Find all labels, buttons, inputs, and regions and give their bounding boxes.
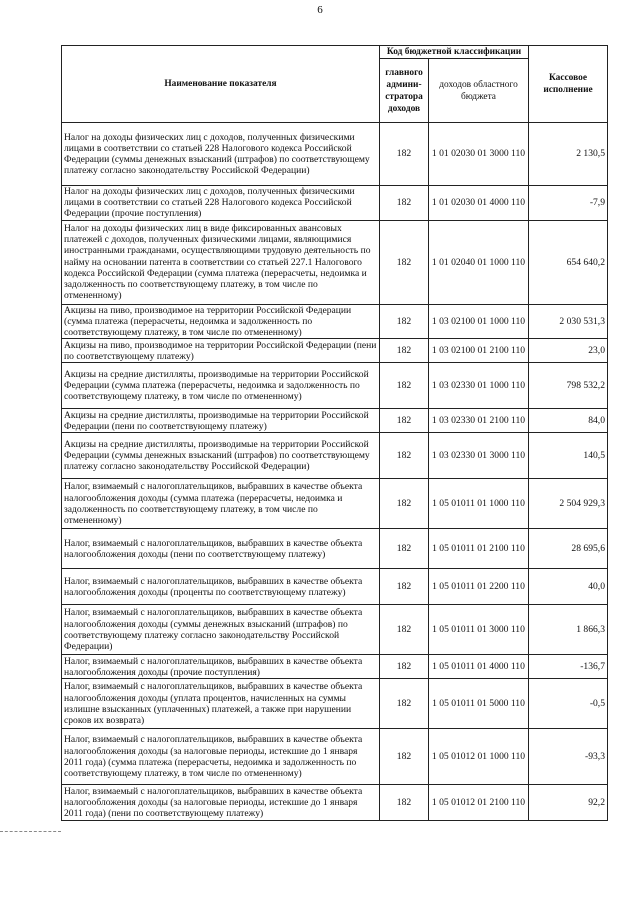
row-kbk-code: 1 05 01011 01 3000 110	[429, 605, 529, 655]
row-amount: 2 504 929,3	[529, 479, 608, 529]
row-admin-code: 182	[380, 529, 429, 569]
table-row	[62, 679, 608, 729]
row-name: Акцизы на средние дистилляты, производимые на территории Российской Федерации (пени по соответствующему платежу)	[62, 409, 380, 433]
row-name: Налог на доходы физических лиц с доходов, полученных физическими лицами в соответствии со статьей 228 Налогового кодекса Российской Федерации (прочие поступления)	[62, 186, 380, 221]
row-kbk-code: 1 01 02030 01 4000 110	[429, 186, 529, 221]
row-admin-code: 182	[380, 729, 429, 785]
row-kbk-code: 1 03 02100 01 2100 110	[429, 339, 529, 363]
row-amount: 40,0	[529, 569, 608, 605]
row-kbk-code: 1 05 01012 01 2100 110	[429, 785, 529, 821]
row-admin-code: 182	[380, 679, 429, 729]
row-kbk-code: 1 03 02330 01 2100 110	[429, 409, 529, 433]
row-amount: 798 532,2	[529, 363, 608, 409]
table-row	[62, 186, 608, 221]
row-kbk-code: 1 05 01011 01 5000 110	[429, 679, 529, 729]
row-kbk-code: 1 05 01012 01 1000 110	[429, 729, 529, 785]
row-admin-code: 182	[380, 186, 429, 221]
row-name: Акцизы на средние дистилляты, производимые на территории Российской Федерации (сумма платежа (перерасчеты, недоимка и задолженность по соответствующему платежу, в том числе по отмененному)	[62, 363, 380, 409]
table-row	[62, 785, 608, 821]
row-admin-code: 182	[380, 339, 429, 363]
row-amount: 92,2	[529, 785, 608, 821]
table-row	[62, 220, 608, 304]
table-row	[62, 479, 608, 529]
row-kbk-code: 1 05 01011 01 2100 110	[429, 529, 529, 569]
row-name: Налог, взимаемый с налогоплательщиков, выбравших в качестве объекта налогообложения доходы (уплата процентов, начисленных на суммы излишне взысканных (уплаченных) платежей, а также при нарушении сроков их возврата)	[62, 679, 380, 729]
row-admin-code: 182	[380, 605, 429, 655]
header-admin: главного админи-стратора доходов	[380, 59, 429, 123]
row-amount: 1 866,3	[529, 605, 608, 655]
table-row	[62, 304, 608, 339]
table-row	[62, 569, 608, 605]
row-admin-code: 182	[380, 409, 429, 433]
row-amount: 2 030 531,3	[529, 304, 608, 339]
row-admin-code: 182	[380, 785, 429, 821]
row-kbk-code: 1 05 01011 01 4000 110	[429, 655, 529, 679]
row-kbk-code: 1 01 02040 01 1000 110	[429, 220, 529, 304]
scan-mark	[0, 831, 61, 832]
row-name: Акцизы на средние дистилляты, производимые на территории Российской Федерации (суммы денежных взысканий (штрафов) по соответствующему платежу согласно законодательству Российской Федерации)	[62, 433, 380, 479]
budget-table	[61, 45, 608, 821]
header-kbk-group: Код бюджетной классификации	[380, 46, 529, 59]
row-kbk-code: 1 03 02330 01 3000 110	[429, 433, 529, 479]
row-admin-code: 182	[380, 123, 429, 186]
row-kbk-code: 1 03 02100 01 1000 110	[429, 304, 529, 339]
table-row	[62, 605, 608, 655]
table-row	[62, 729, 608, 785]
row-name: Налог на доходы физических лиц с доходов, полученных физическими лицами в соответствии со статьей 228 Налогового кодекса Российской Федерации (суммы денежных взысканий (штрафов) по соответствующему платежу согласно законодательству Российской Федерации)	[62, 123, 380, 186]
table-row	[62, 339, 608, 363]
row-name: Налог на доходы физических лиц в виде фиксированных авансовых платежей с доходов, полученных физическими лицами, являющимися иностранными гражданами, осуществляющими трудовую деятельность по найму на основании патента в соответствии со статьей 227.1 Налогового кодекса Российской Федерации (сумма платежа (перерасчеты, недоимка и задолженность по соответствующему платежу, в том числе по отмененному)	[62, 220, 380, 304]
table-body	[62, 123, 608, 821]
row-amount: 28 695,6	[529, 529, 608, 569]
table-row	[62, 409, 608, 433]
row-name: Налог, взимаемый с налогоплательщиков, выбравших в качестве объекта налогообложения доходы (пени по соответствующему платежу)	[62, 529, 380, 569]
table-row	[62, 529, 608, 569]
page-number: 6	[317, 4, 323, 16]
row-amount: 654 640,2	[529, 220, 608, 304]
row-name: Налог, взимаемый с налогоплательщиков, выбравших в качестве объекта налогообложения доходы (проценты по соответствующему платежу)	[62, 569, 380, 605]
row-kbk-code: 1 03 02330 01 1000 110	[429, 363, 529, 409]
row-name: Акцизы на пиво, производимое на территории Российской Федерации (пени по соответствующему платежу)	[62, 339, 380, 363]
row-admin-code: 182	[380, 433, 429, 479]
row-admin-code: 182	[380, 655, 429, 679]
row-kbk-code: 1 05 01011 01 2200 110	[429, 569, 529, 605]
row-admin-code: 182	[380, 304, 429, 339]
row-kbk-code: 1 01 02030 01 3000 110	[429, 123, 529, 186]
row-amount: -7,9	[529, 186, 608, 221]
table-row	[62, 363, 608, 409]
row-name: Налог, взимаемый с налогоплательщиков, выбравших в качестве объекта налогообложения доходы (прочие поступления)	[62, 655, 380, 679]
row-amount: 84,0	[529, 409, 608, 433]
header-code: доходов областного бюджета	[429, 59, 529, 123]
header-amount: Кассовое исполнение	[529, 46, 608, 123]
row-name: Акцизы на пиво, производимое на территории Российской Федерации (сумма платежа (перерасчеты, недоимка и задолженность по соответствующему платежу, в том числе по отмененному)	[62, 304, 380, 339]
table-row	[62, 123, 608, 186]
row-name: Налог, взимаемый с налогоплательщиков, выбравших в качестве объекта налогообложения доходы (за налоговые периоды, истекшие до 1 января 2011 года) (пени по соответствующему платежу)	[62, 785, 380, 821]
header-name: Наименование показателя	[62, 46, 380, 123]
row-admin-code: 182	[380, 220, 429, 304]
row-admin-code: 182	[380, 363, 429, 409]
row-amount: -136,7	[529, 655, 608, 679]
row-admin-code: 182	[380, 569, 429, 605]
row-amount: -0,5	[529, 679, 608, 729]
row-amount: 2 130,5	[529, 123, 608, 186]
row-amount: -93,3	[529, 729, 608, 785]
row-kbk-code: 1 05 01011 01 1000 110	[429, 479, 529, 529]
row-amount: 140,5	[529, 433, 608, 479]
row-amount: 23,0	[529, 339, 608, 363]
row-name: Налог, взимаемый с налогоплательщиков, выбравших в качестве объекта налогообложения доходы (суммы денежных взысканий (штрафов) по соответствующему платежу согласно законодательству Российской Федерации)	[62, 605, 380, 655]
row-admin-code: 182	[380, 479, 429, 529]
row-name: Налог, взимаемый с налогоплательщиков, выбравших в качестве объекта налогообложения доходы (за налоговые периоды, истекшие до 1 января 2011 года) (сумма платежа (перерасчеты, недоимка и задолженность по соответствующему платежу, в том числе по отмененному)	[62, 729, 380, 785]
row-name: Налог, взимаемый с налогоплательщиков, выбравших в качестве объекта налогообложения доходы (сумма платежа (перерасчеты, недоимка и задолженность по соответствующему платежу, в том числе по отмененному)	[62, 479, 380, 529]
table-row	[62, 655, 608, 679]
table-row	[62, 433, 608, 479]
